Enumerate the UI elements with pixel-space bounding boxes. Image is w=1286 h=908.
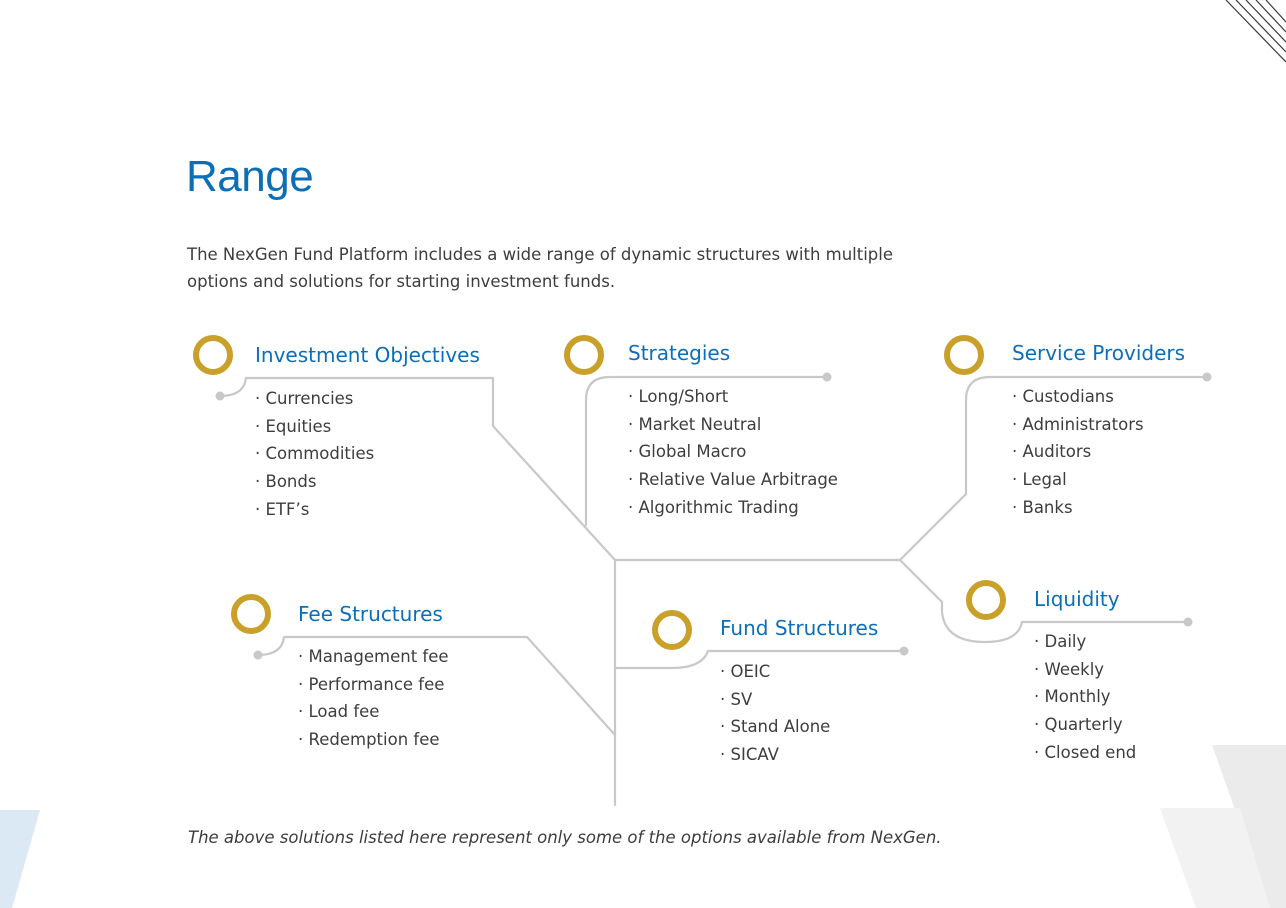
footnote: The above solutions listed here represent only some of the options available from NexGen. xyxy=(188,828,942,847)
ring-icon-fund-structures xyxy=(655,613,689,647)
category-title: Liquidity xyxy=(1034,587,1120,611)
list-item: · Legal xyxy=(1012,466,1144,494)
ring-icon-liquidity xyxy=(969,583,1003,617)
category-item-list xyxy=(628,383,838,522)
list-item: · Currencies xyxy=(255,385,374,413)
list-item: · Administrators xyxy=(1012,411,1144,439)
category-item-list xyxy=(298,643,449,754)
ring-icon-service-providers xyxy=(947,338,981,372)
connector-end-dot xyxy=(1184,618,1193,627)
connector-end-dot xyxy=(216,392,225,401)
category-title: Service Providers xyxy=(1012,341,1186,365)
category-title: Investment Objectives xyxy=(255,343,480,367)
category-title: Fee Structures xyxy=(298,602,443,626)
list-item: · Banks xyxy=(1012,494,1144,522)
list-item: · Redemption fee xyxy=(298,726,449,754)
list-item: · Global Macro xyxy=(628,438,838,466)
connector-end-dot xyxy=(254,651,263,660)
list-item: · Equities xyxy=(255,413,374,441)
list-item: · Commodities xyxy=(255,440,374,468)
list-item: · Closed end xyxy=(1034,739,1136,767)
list-item: · Monthly xyxy=(1034,683,1136,711)
category-item-list xyxy=(1034,628,1136,767)
list-item: · Market Neutral xyxy=(628,411,838,439)
page-title: Range xyxy=(186,152,314,201)
list-item: · OEIC xyxy=(720,658,830,686)
intro-text: The NexGen Fund Platform includes a wide range of dynamic structures with multiple options and solutions for starting investment funds. xyxy=(187,245,894,291)
list-item: · Auditors xyxy=(1012,438,1144,466)
connector-end-dot xyxy=(823,373,832,382)
list-item: · Custodians xyxy=(1012,383,1144,411)
ring-icon-fee-structures xyxy=(234,597,268,631)
list-item: · Stand Alone xyxy=(720,713,830,741)
list-item: · Performance fee xyxy=(298,671,449,699)
list-item: · Weekly xyxy=(1034,656,1136,684)
list-item: · SICAV xyxy=(720,741,830,769)
connector-end-dot xyxy=(1203,373,1212,382)
list-item: · Relative Value Arbitrage xyxy=(628,466,838,494)
connector-end-dot xyxy=(900,647,909,656)
category-title: Fund Structures xyxy=(720,616,879,640)
list-item: · Long/Short xyxy=(628,383,838,411)
list-item: · Load fee xyxy=(298,698,449,726)
list-item: · Quarterly xyxy=(1034,711,1136,739)
category-item-list xyxy=(1012,383,1144,522)
list-item: · ETF’s xyxy=(255,496,374,524)
category-item-list xyxy=(255,385,374,524)
list-item: · SV xyxy=(720,686,830,714)
category-title: Strategies xyxy=(628,341,731,365)
list-item: · Algorithmic Trading xyxy=(628,494,838,522)
ring-icon-strategies xyxy=(567,338,601,372)
ring-icon-investment-objectives xyxy=(196,338,230,372)
list-item: · Bonds xyxy=(255,468,374,496)
list-item: · Management fee xyxy=(298,643,449,671)
list-item: · Daily xyxy=(1034,628,1136,656)
category-item-list xyxy=(720,658,830,769)
